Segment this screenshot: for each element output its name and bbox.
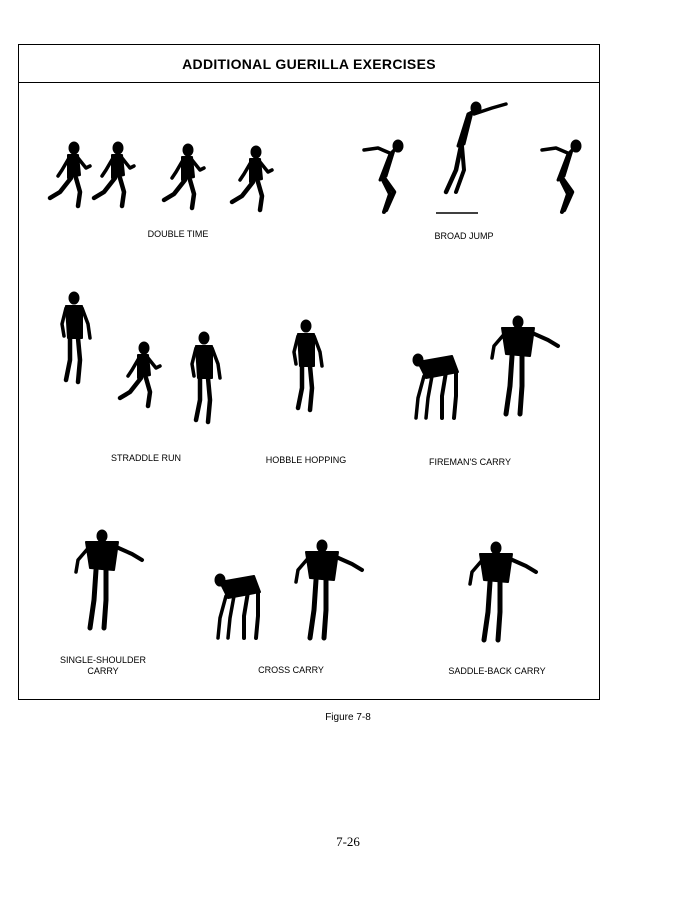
straddle-figure [192,332,220,422]
exercise-label: BROAD JUMP [434,231,494,241]
cross-carry-figure [296,540,362,638]
jumper-land-figure [542,140,581,212]
jumper-crouch-figure [364,140,403,212]
fireman-load-figure [413,354,458,418]
exercise-label: CROSS CARRY [258,665,324,675]
straddle-figure [62,292,90,382]
exercise-label: DOUBLE TIME [147,229,209,239]
runner-figure [164,144,204,208]
exercise-label: SADDLE-BACK CARRY [448,666,546,676]
exercise-label: SINGLE-SHOULDER CARRY [59,655,147,676]
saddle-back-figure [470,542,536,640]
runner-figure [232,146,272,210]
hobble-figure [294,320,322,410]
straddle-figure [120,342,160,406]
jumper-leap-figure [446,102,506,192]
figure-title: ADDITIONAL GUERILLA EXERCISES [19,45,599,83]
page-number: 7-26 [336,834,360,849]
exercise-label: HOBBLE HOPPING [265,455,347,465]
runner-figure [50,142,90,206]
exercise-label: FIREMAN'S CARRY [428,457,512,467]
single-shoulder-figure [76,530,142,628]
fireman-carry-figure [492,316,558,414]
cross-load-figure [215,574,260,638]
runner-figure [94,142,134,206]
figure-caption: Figure 7-8 [325,712,371,723]
exercise-label: STRADDLE RUN [110,453,182,463]
